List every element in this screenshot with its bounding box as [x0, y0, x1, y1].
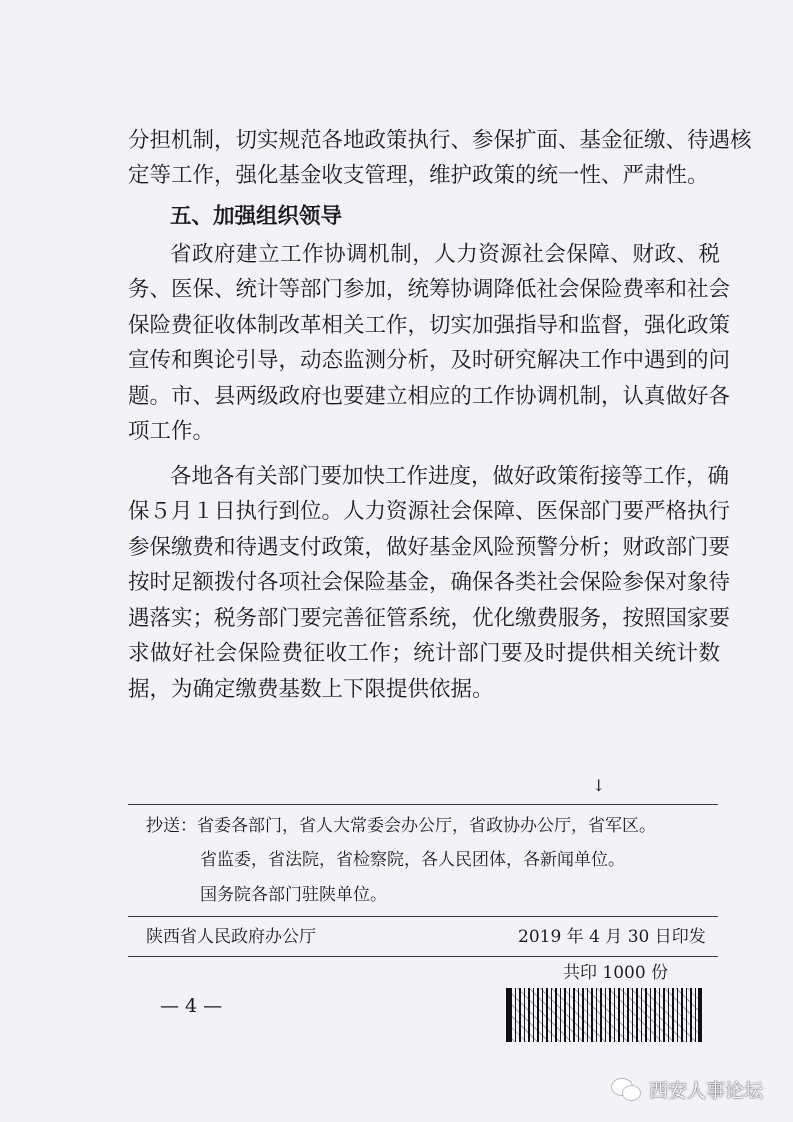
wechat-icon: [611, 1076, 641, 1102]
cc-block: [146, 814, 656, 838]
paragraph-line: 保５月１日执行到位。人力资源社会保障、医保部门要严格执行: [128, 499, 731, 524]
divider: [128, 916, 718, 917]
issue-date: 2019 年 4 月 30 日印发: [518, 927, 706, 947]
paragraph-line: 题。市、县两级政府也要建立相应的工作协调机制，认真做好各: [128, 384, 731, 409]
paragraph-line: 务、医保、统计等部门参加，统筹协调降低社会保险费率和社会: [128, 277, 731, 302]
paragraph-line: 参保缴费和待遇支付政策，做好基金风险预警分析；财政部门要: [128, 535, 731, 560]
cc-line-2: 省监委，省法院，省检察院，各人民团体，各新闻单位。: [200, 850, 625, 870]
paragraph-line: 遇落实；税务部门要完善征管系统，优化缴费服务，按照国家要: [128, 606, 731, 631]
divider: [128, 956, 718, 957]
paragraph-line: 按时足额拨付各项社会保险基金，确保各类社会保险参保对象待: [128, 570, 731, 595]
paragraph-line: 宣传和舆论引导，动态监测分析，及时研究解决工作中遇到的问: [128, 348, 731, 373]
watermark-text: 西安人事论坛: [649, 1079, 764, 1102]
cc-line-3: 国务院各部门驻陕单位。: [200, 885, 387, 905]
paragraph-line: 保险费征收体制改革相关工作，切实加强指导和监督，强化政策: [128, 313, 731, 338]
cc-label: 抄送：: [146, 816, 197, 836]
paragraph-line: 省政府建立工作协调机制，人力资源社会保障、财政、税: [170, 242, 720, 267]
issuer: 陕西省人民政府办公厅: [146, 927, 316, 947]
page-number: — 4 —: [160, 995, 223, 1017]
paragraph-line: 定等工作，强化基金收支管理，维护政策的统一性、严肃性。: [128, 163, 709, 188]
paragraph-line: 分担机制，切实规范各地政策执行、参保扩面、基金征缴、待遇核: [128, 128, 752, 153]
paragraph-line: 据，为确定缴费基数上下限提供依据。: [128, 677, 494, 702]
paragraph-line: 项工作。: [128, 419, 215, 444]
watermark: [611, 1072, 763, 1106]
paragraph-line: 各地各有关部门要加快工作进度，做好政策衔接等工作，确: [170, 464, 730, 489]
divider: [128, 804, 718, 805]
copies-count: 共印 1000 份: [563, 963, 669, 983]
cc-line-1: 省委各部门，省人大常委会办公厅，省政协办公厅，省军区。: [197, 816, 656, 836]
barcode-image: [506, 988, 702, 1042]
paragraph-line: 求做好社会保险费征收工作；统计部门要及时提供相关统计数: [128, 641, 720, 666]
section-heading: 五、加强组织领导: [170, 204, 343, 229]
ink-mark: ↓: [592, 776, 606, 795]
